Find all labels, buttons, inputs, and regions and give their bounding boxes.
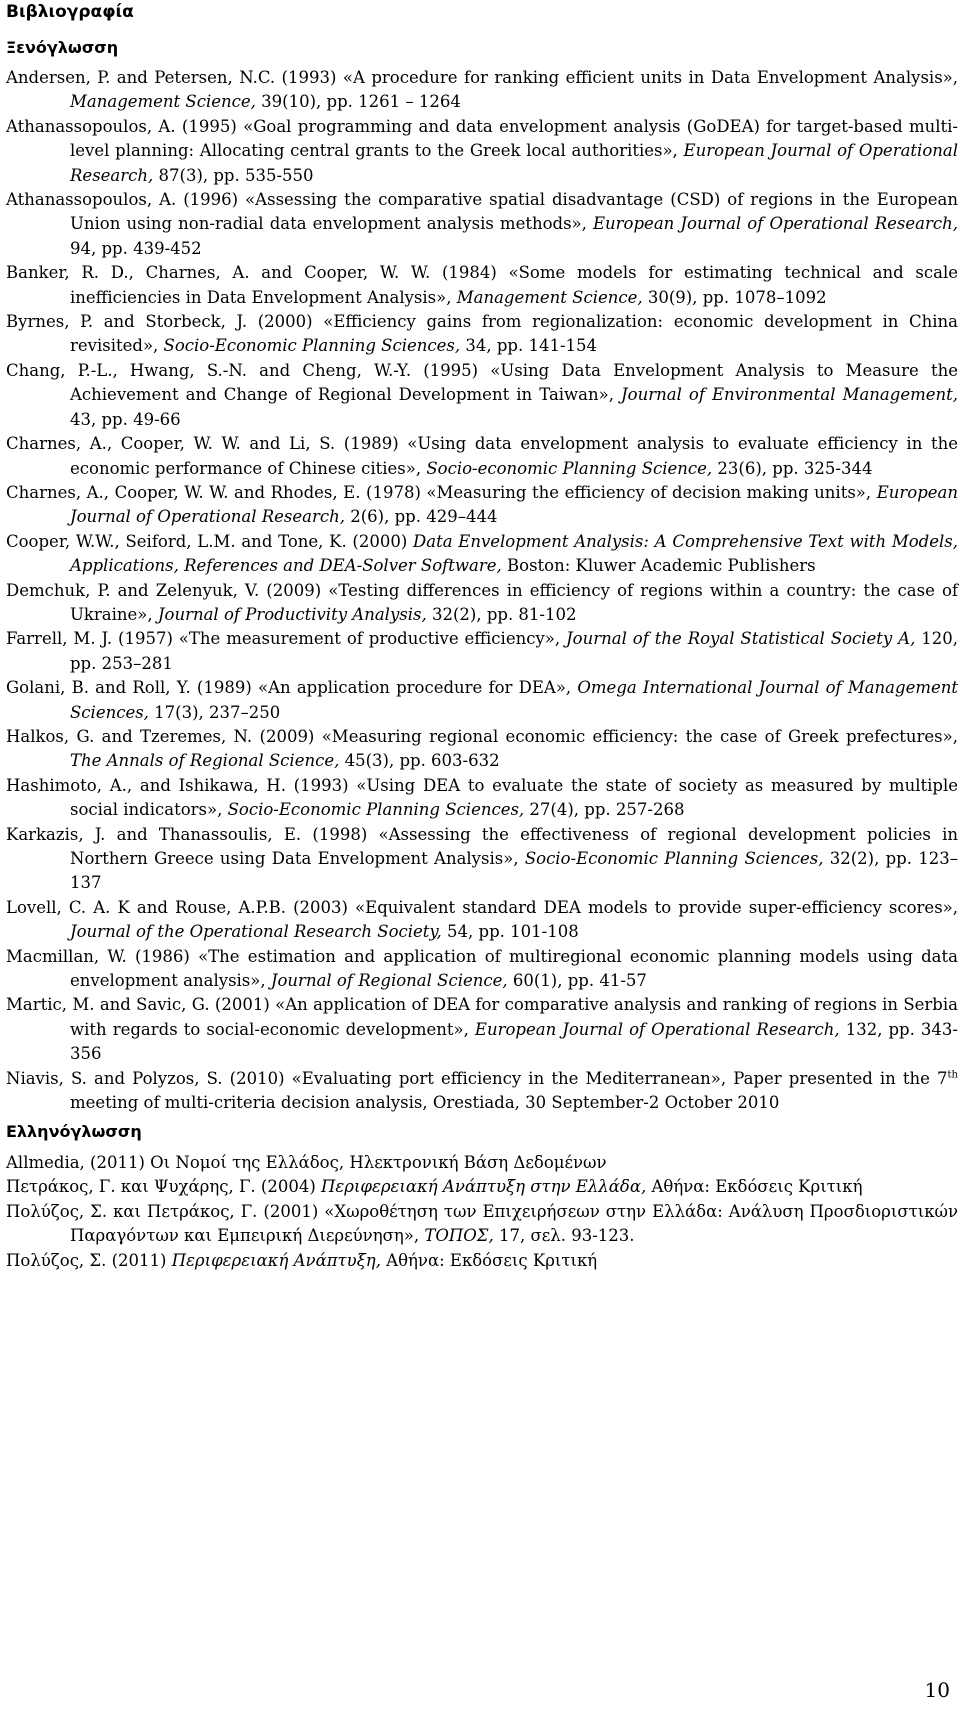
- reference-details: 120, pp. 253–281: [70, 629, 959, 673]
- reference-text: Karkazis, J. and Thanassoulis, E. (1998) «Assessing the effectiveness of regional development policies in Northern Greece using Data Envelopment Analysis»,: [6, 824, 958, 868]
- reference-text: Niavis, S. and Polyzos, S. (2010) «Evaluating port efficiency in the Mediterranean», Paper presented in the 7: [6, 1068, 948, 1088]
- reference-text: Martic, M. and Savic, G. (2001) «An application of DEA for comparative analysis and ranking of regions in Serbia with regards to social-economic development»,: [6, 995, 958, 1039]
- superscript: th: [947, 1069, 958, 1081]
- reference-text: Banker, R. D., Charnes, A. and Cooper, W. W. (1984) «Some models for estimating technical and scale inefficiencies in Data Envelopment Analysis»,: [6, 263, 958, 307]
- reference-text: Πολύζος, Σ. και Πετράκος, Γ. (2001) «Χωροθέτηση των Επιχειρήσεων στην Ελλάδα: Ανάλυση Προσδιοριστικών Παραγόντων και Εμπειρική Διερεύνηση»,: [6, 1201, 958, 1246]
- reference-entry: [6, 1200, 958, 1249]
- reference-journal: Management Science,: [70, 92, 256, 112]
- reference-entry: [6, 1175, 958, 1199]
- greek-section-title: Ελληνόγλωσση: [6, 1122, 142, 1141]
- reference-text: Charnes, A., Cooper, W. W. and Li, S. (1989) «Using data envelopment analysis to evaluate efficiency in the economic performance of Chinese cities»,: [6, 434, 958, 478]
- reference-journal: Data Envelopment Analysis: A Comprehensive Text with Models, Applications, References and DEA-Solver Software,: [70, 531, 958, 576]
- reference-entry: [6, 115, 958, 188]
- reference-details: 34, pp. 141-154: [460, 336, 598, 356]
- reference-details: 30(9), pp. 1078–1092: [642, 287, 827, 307]
- reference-details: Αθήνα: Εκδόσεις Κριτική: [380, 1250, 598, 1270]
- reference-entry: [6, 579, 958, 628]
- reference-text: Byrnes, P. and Storbeck, J. (2000) «Efficiency gains from regionalization: economic development in China revisited»,: [6, 312, 958, 356]
- reference-details: Αθήνα: Εκδόσεις Κριτική: [646, 1177, 863, 1197]
- reference-entry: [6, 188, 958, 261]
- reference-journal: Journal of the Operational Research Society,: [70, 922, 442, 942]
- reference-journal: European Journal of Operational Research,: [70, 482, 958, 527]
- reference-text: Athanassopoulos, A. (1995) «Goal programming and data envelopment analysis (GoDEA) for target-based multi-level planning: Allocating central grants to the Greek local authorities»,: [6, 116, 958, 161]
- reference-entry: [6, 261, 958, 310]
- reference-text: Cooper, W.W., Seiford, L.M. and Tone, K. (2000): [6, 531, 414, 551]
- reference-text: Demchuk, P. and Zelenyuk, V. (2009) «Testing differences in efficiency of regions within a country: the case of Ukraine»,: [6, 580, 958, 624]
- reference-text: Πολύζος, Σ. (2011): [6, 1250, 172, 1270]
- reference-details: 17, σελ. 93-123.: [493, 1226, 635, 1246]
- reference-details: Boston: Kluwer Academic Publishers: [501, 556, 816, 576]
- reference-entry: [6, 66, 958, 115]
- reference-entry: [6, 676, 958, 725]
- reference-journal: Socio-economic Planning Science,: [426, 458, 713, 478]
- reference-details: 39(10), pp. 1261 – 1264: [255, 92, 461, 112]
- reference-journal: European Journal of Operational Research,: [70, 141, 958, 185]
- reference-journal: European Journal of Operational Research,: [593, 214, 958, 234]
- reference-text: Andersen, P. and Petersen, N.C. (1993) «A procedure for ranking efficient units in Data Envelopment Analysis»,: [6, 68, 958, 87]
- reference-details: 87(3), pp. 535-550: [153, 165, 314, 185]
- reference-text: Chang, P.-L., Hwang, S.-N. and Cheng, W.-Y. (1995) «Using Data Envelopment Analysis to Measure the Achievement and Change of Regional Development in Taiwan»,: [6, 360, 958, 405]
- reference-details: 94, pp. 439-452: [70, 238, 202, 258]
- reference-entry: [6, 432, 958, 481]
- reference-journal: Περιφερειακή Ανάπτυξη στην Ελλάδα,: [321, 1177, 647, 1197]
- reference-details: 132, pp. 343-356: [70, 1019, 958, 1064]
- reference-journal: The Annals of Regional Science,: [70, 751, 340, 771]
- reference-journal: European Journal of Operational Research,: [474, 1019, 840, 1039]
- reference-entry: [6, 1067, 958, 1116]
- reference-entry: [6, 627, 958, 676]
- reference-journal: Journal of Productivity Analysis,: [157, 604, 427, 624]
- reference-entry: [6, 1249, 958, 1273]
- reference-journal: Omega International Journal of Management Sciences,: [70, 678, 959, 722]
- reference-details: 23(6), pp. 325-344: [712, 458, 873, 478]
- reference-text: Πετράκος, Γ. και Ψυχάρης, Γ. (2004): [6, 1177, 321, 1197]
- reference-entry: [6, 725, 958, 774]
- reference-details: 60(1), pp. 41-57: [507, 971, 647, 991]
- reference-journal: Περιφερειακή Ανάπτυξη,: [171, 1250, 381, 1270]
- reference-entry: [6, 1151, 958, 1175]
- reference-text: Athanassopoulos, A. (1996) «Assessing the comparative spatial disadvantage (CSD) of regions in the European Union using non-radial data envelopment analysis methods»,: [6, 190, 958, 234]
- reference-text: Lovell, C. A. K and Rouse, A.P.B. (2003) «Equivalent standard DEA models to provide super-efficiency scores»,: [6, 897, 958, 917]
- reference-entry: [6, 359, 958, 432]
- reference-journal: Management Science,: [456, 287, 643, 307]
- reference-details: 54, pp. 101-108: [441, 922, 579, 942]
- reference-entry: [6, 530, 958, 579]
- page-number: 10: [924, 1678, 950, 1702]
- foreign-section-title: Ξενόγλωσση: [6, 38, 119, 57]
- reference-entry: [6, 774, 958, 823]
- reference-entry: [6, 896, 958, 945]
- reference-text: Hashimoto, A., and Ishikawa, H. (1993) «Using DEA to evaluate the state of society as measured by multiple social indicators»,: [6, 775, 958, 820]
- reference-details: 32(2), pp. 123–137: [70, 849, 958, 893]
- reference-details: 27(4), pp. 257-268: [524, 800, 685, 820]
- reference-journal: Socio-Economic Planning Sciences,: [524, 849, 824, 868]
- reference-journal: Journal of Regional Science,: [270, 971, 508, 991]
- reference-entry: [6, 823, 958, 896]
- reference-journal: Journal of Environmental Management,: [621, 385, 958, 405]
- greek-references-list: [6, 1151, 958, 1273]
- reference-details: 45(3), pp. 603-632: [339, 751, 500, 771]
- reference-entry: [6, 481, 958, 530]
- reference-entry: [6, 945, 958, 994]
- reference-details: 32(2), pp. 81-102: [426, 604, 577, 624]
- reference-entry: [6, 310, 958, 359]
- reference-journal: Socio-Economic Planning Sciences,: [227, 800, 525, 820]
- reference-journal: ΤΟΠΟΣ,: [424, 1226, 494, 1246]
- reference-text: Halkos, G. and Tzeremes, N. (2009) «Measuring regional economic efficiency: the case of Greek prefectures»,: [6, 726, 958, 746]
- reference-text: Macmillan, W. (1986) «The estimation and application of multiregional economic planning models using data envelopment analysis»,: [6, 946, 958, 991]
- reference-journal: Socio-Economic Planning Sciences,: [163, 336, 461, 356]
- reference-details: 2(6), pp. 429–444: [345, 507, 498, 527]
- reference-entry: [6, 993, 958, 1066]
- reference-details: 17(3), 237–250: [148, 702, 281, 722]
- bibliography-heading: Βιβλιογραφία: [6, 2, 134, 22]
- reference-text: Charnes, A., Cooper, W. W. and Rhodes, E. (1978) «Measuring the efficiency of decision making units»,: [6, 482, 877, 502]
- reference-details: meeting of multi-criteria decision analysis, Orestiada, 30 September-2 October 2010: [70, 1093, 780, 1113]
- reference-text: Allmedia, (2011) Οι Νομοί της Ελλάδος, Ηλεκτρονική Βάση Δεδομένων: [6, 1153, 607, 1172]
- reference-text: Farrell, M. J. (1957) «The measurement of productive efficiency»,: [6, 629, 567, 649]
- reference-text: Golani, B. and Roll, Y. (1989) «An application procedure for DEA»,: [6, 678, 578, 698]
- reference-journal: Journal of the Royal Statistical Society A,: [566, 629, 916, 649]
- reference-details: 43, pp. 49-66: [70, 409, 181, 429]
- foreign-references-list: [6, 66, 958, 1115]
